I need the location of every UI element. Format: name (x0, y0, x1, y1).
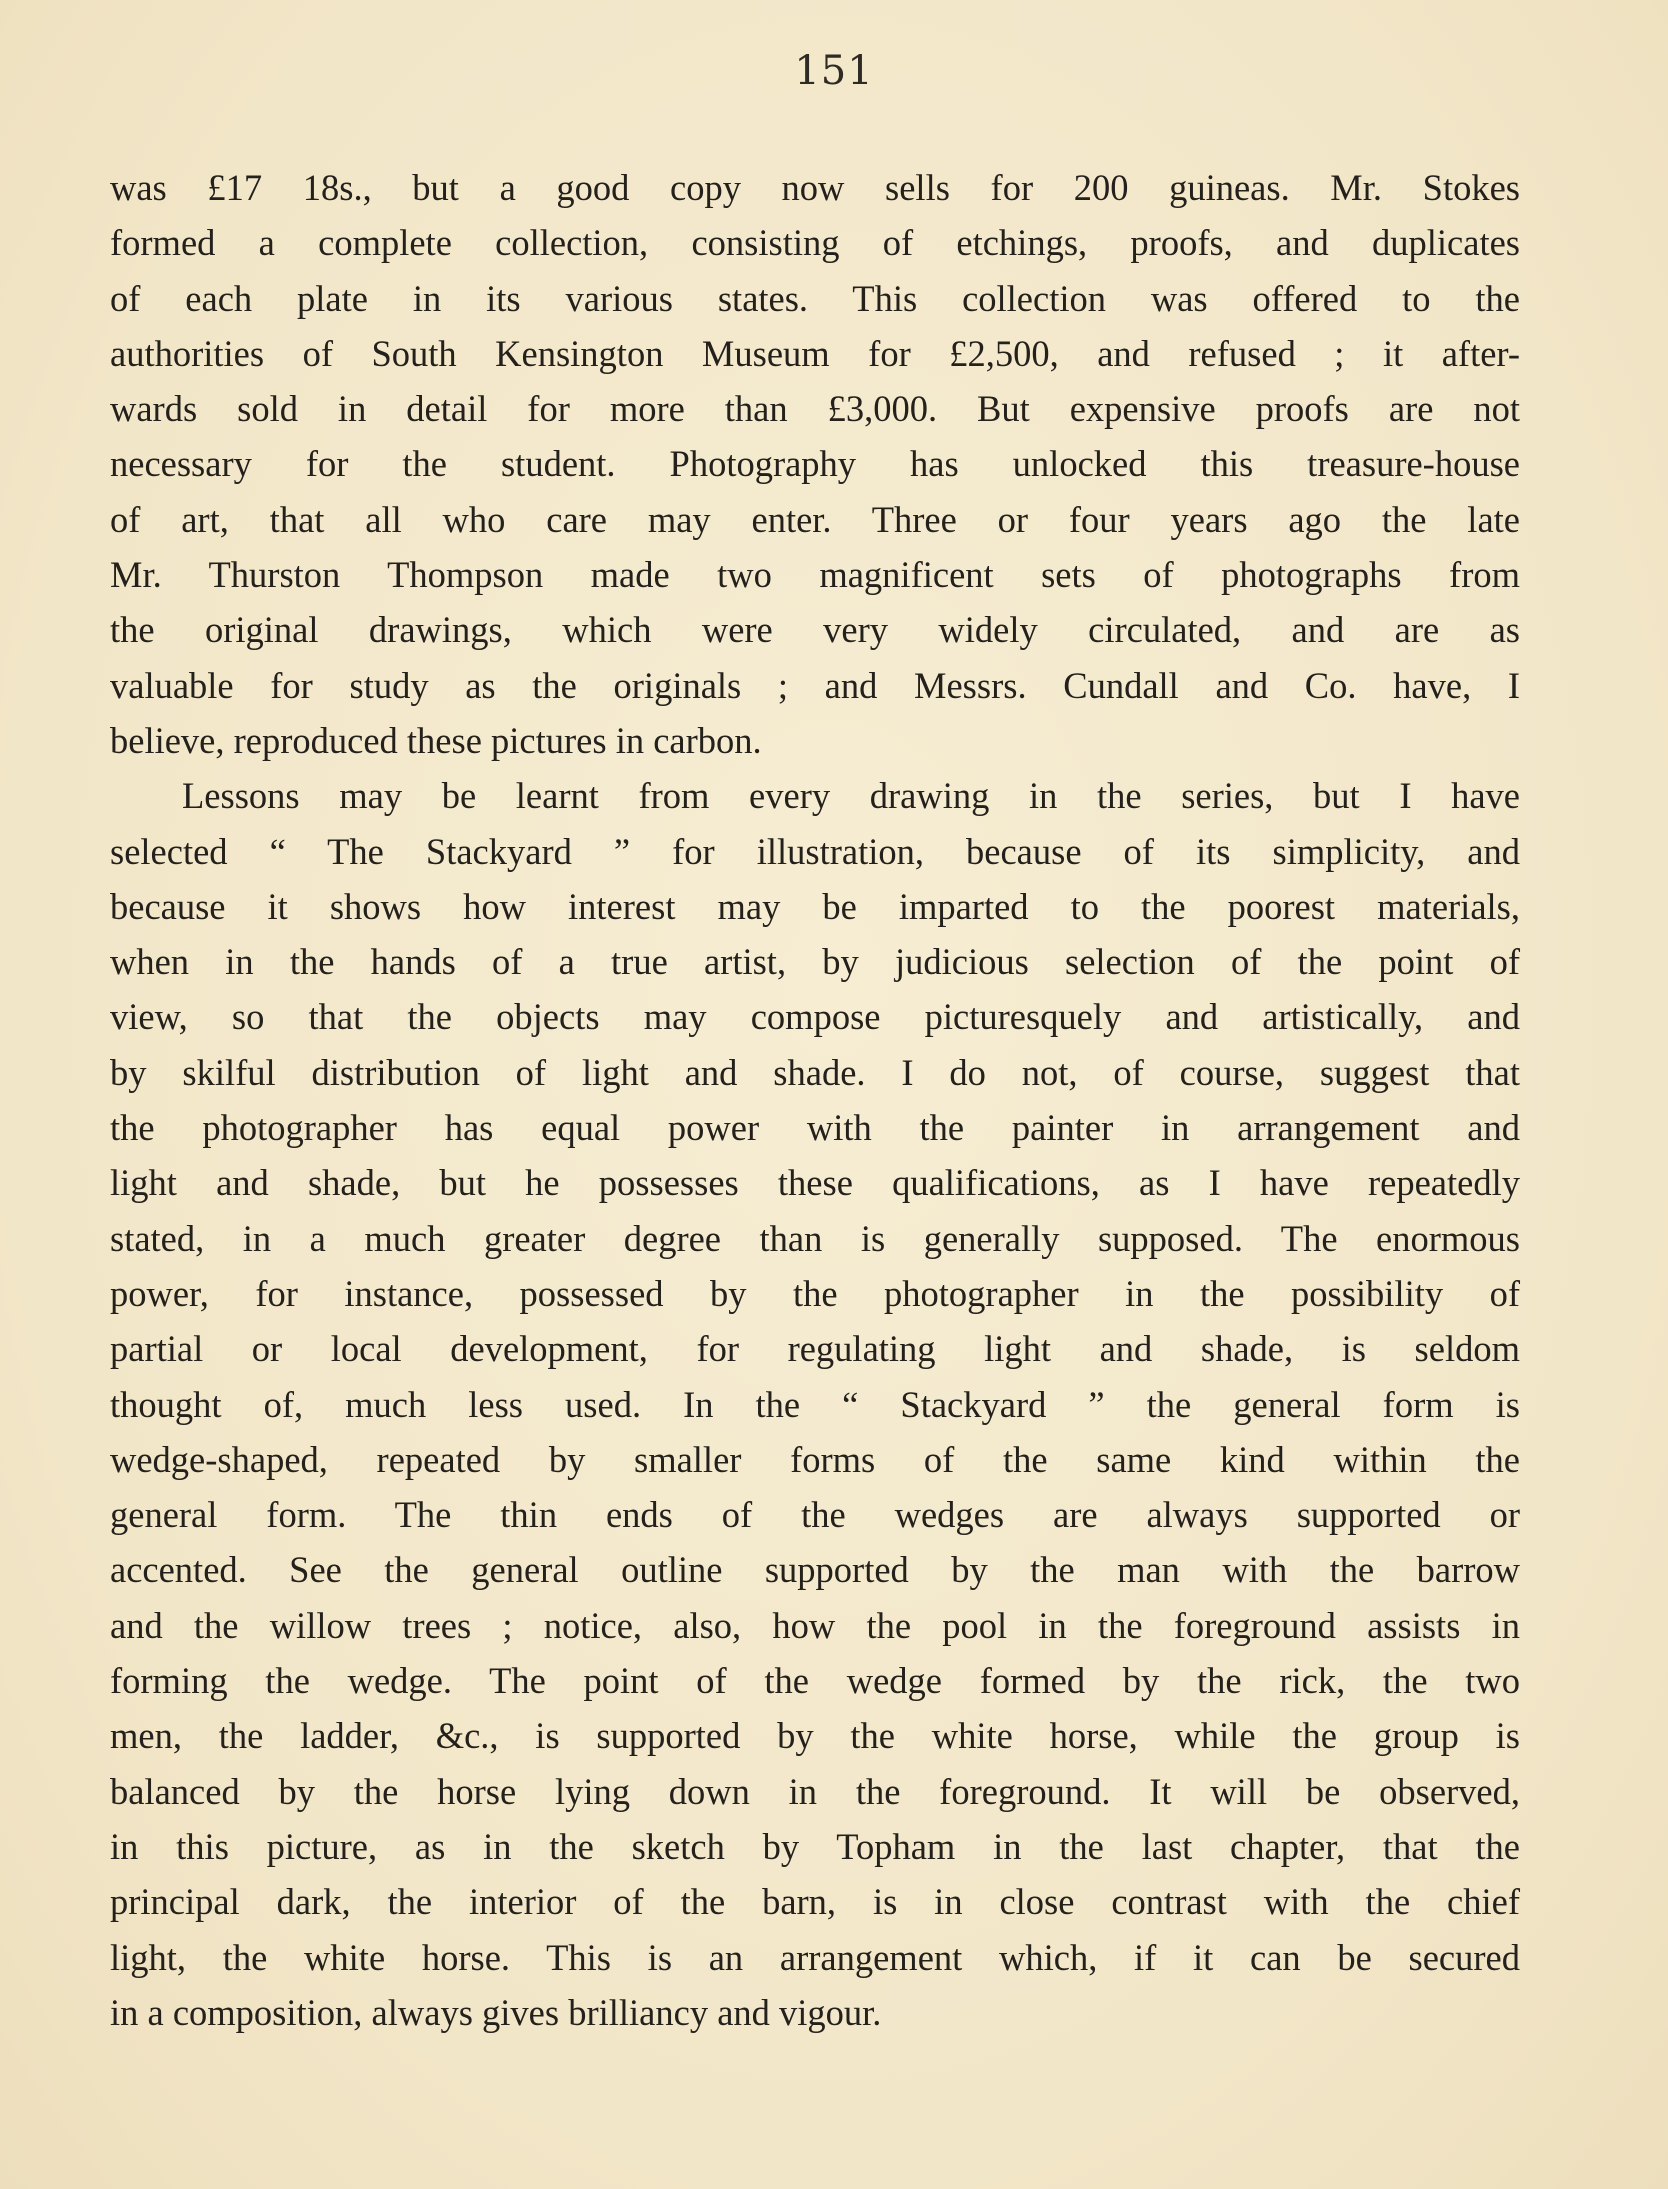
text-line: forming the wedge. The point of the wedge formed by the rick, the two (110, 1660, 1520, 1702)
text-line: valuable for study as the originals ; and Messrs. Cundall and Co. have, I (110, 664, 1520, 706)
paragraph-2 (110, 768, 1520, 2040)
text-line: view, so that the objects may compose picturesquely and artistically, and (110, 996, 1520, 1038)
text-line: Lessons may be learnt from every drawing in the series, but I have (182, 775, 1520, 817)
text-line: light and shade, but he possesses these qualifications, as I have repeatedly (110, 1162, 1520, 1204)
body-text (110, 160, 1520, 2040)
text-line: accented. See the general outline supported by the man with the barrow (110, 1549, 1520, 1591)
text-line: balanced by the horse lying down in the foreground. It will be observed, (110, 1770, 1520, 1812)
text-line: light, the white horse. This is an arrangement which, if it can be secured (110, 1936, 1520, 1978)
text-line: men, the ladder, &c., is supported by the white horse, while the group is (110, 1715, 1520, 1757)
page-number: 151 (794, 48, 874, 94)
text-line: of each plate in its various states. This collection was offered to the (110, 277, 1520, 319)
text-line: thought of, much less used. In the “ Stackyard ” the general form is (110, 1383, 1520, 1425)
text-line: partial or local development, for regulating light and shade, is seldom (110, 1328, 1520, 1370)
text-line: the original drawings, which were very widely circulated, and are as (110, 609, 1520, 651)
text-line: in this picture, as in the sketch by Topham in the last chapter, that the (110, 1825, 1520, 1867)
text-line: wedge-shaped, repeated by smaller forms of the same kind within the (110, 1438, 1520, 1480)
text-line: authorities of South Kensington Museum for £2,500, and refused ; it after- (110, 332, 1520, 374)
text-line: wards sold in detail for more than £3,000. But expensive proofs are not (110, 388, 1520, 430)
text-line: the photographer has equal power with the painter in arrangement and (110, 1107, 1520, 1149)
text-line: power, for instance, possessed by the photographer in the possibility of (110, 1272, 1520, 1314)
text-line: when in the hands of a true artist, by judicious selection of the point of (110, 941, 1520, 983)
text-line: of art, that all who care may enter. Three or four years ago the late (110, 498, 1520, 540)
text-line: believe, reproduced these pictures in carbon. (110, 719, 762, 761)
text-line: because it shows how interest may be imparted to the poorest materials, (110, 885, 1520, 927)
text-line: was £17 18s., but a good copy now sells for 200 guineas. Mr. Stokes (110, 167, 1520, 208)
text-line: stated, in a much greater degree than is generally supposed. The enormous (110, 1217, 1520, 1259)
text-line: in a composition, always gives brilliancy and vigour. (110, 1991, 882, 2033)
text-line: general form. The thin ends of the wedges are always supported or (110, 1494, 1520, 1536)
text-line: by skilful distribution of light and shade. I do not, of course, suggest that (110, 1051, 1520, 1093)
paragraph-1 (110, 160, 1520, 768)
text-line: selected “ The Stackyard ” for illustration, because of its simplicity, and (110, 830, 1520, 872)
text-line: principal dark, the interior of the barn, is in close contrast with the chief (110, 1881, 1520, 1923)
text-line: formed a complete collection, consisting of etchings, proofs, and duplicates (110, 222, 1520, 264)
text-line: Mr. Thurston Thompson made two magnificent sets of photographs from (110, 554, 1520, 596)
text-line: and the willow trees ; notice, also, how the pool in the foreground assists in (110, 1604, 1520, 1646)
text-line: necessary for the student. Photography has unlocked this treasure-house (110, 443, 1520, 485)
